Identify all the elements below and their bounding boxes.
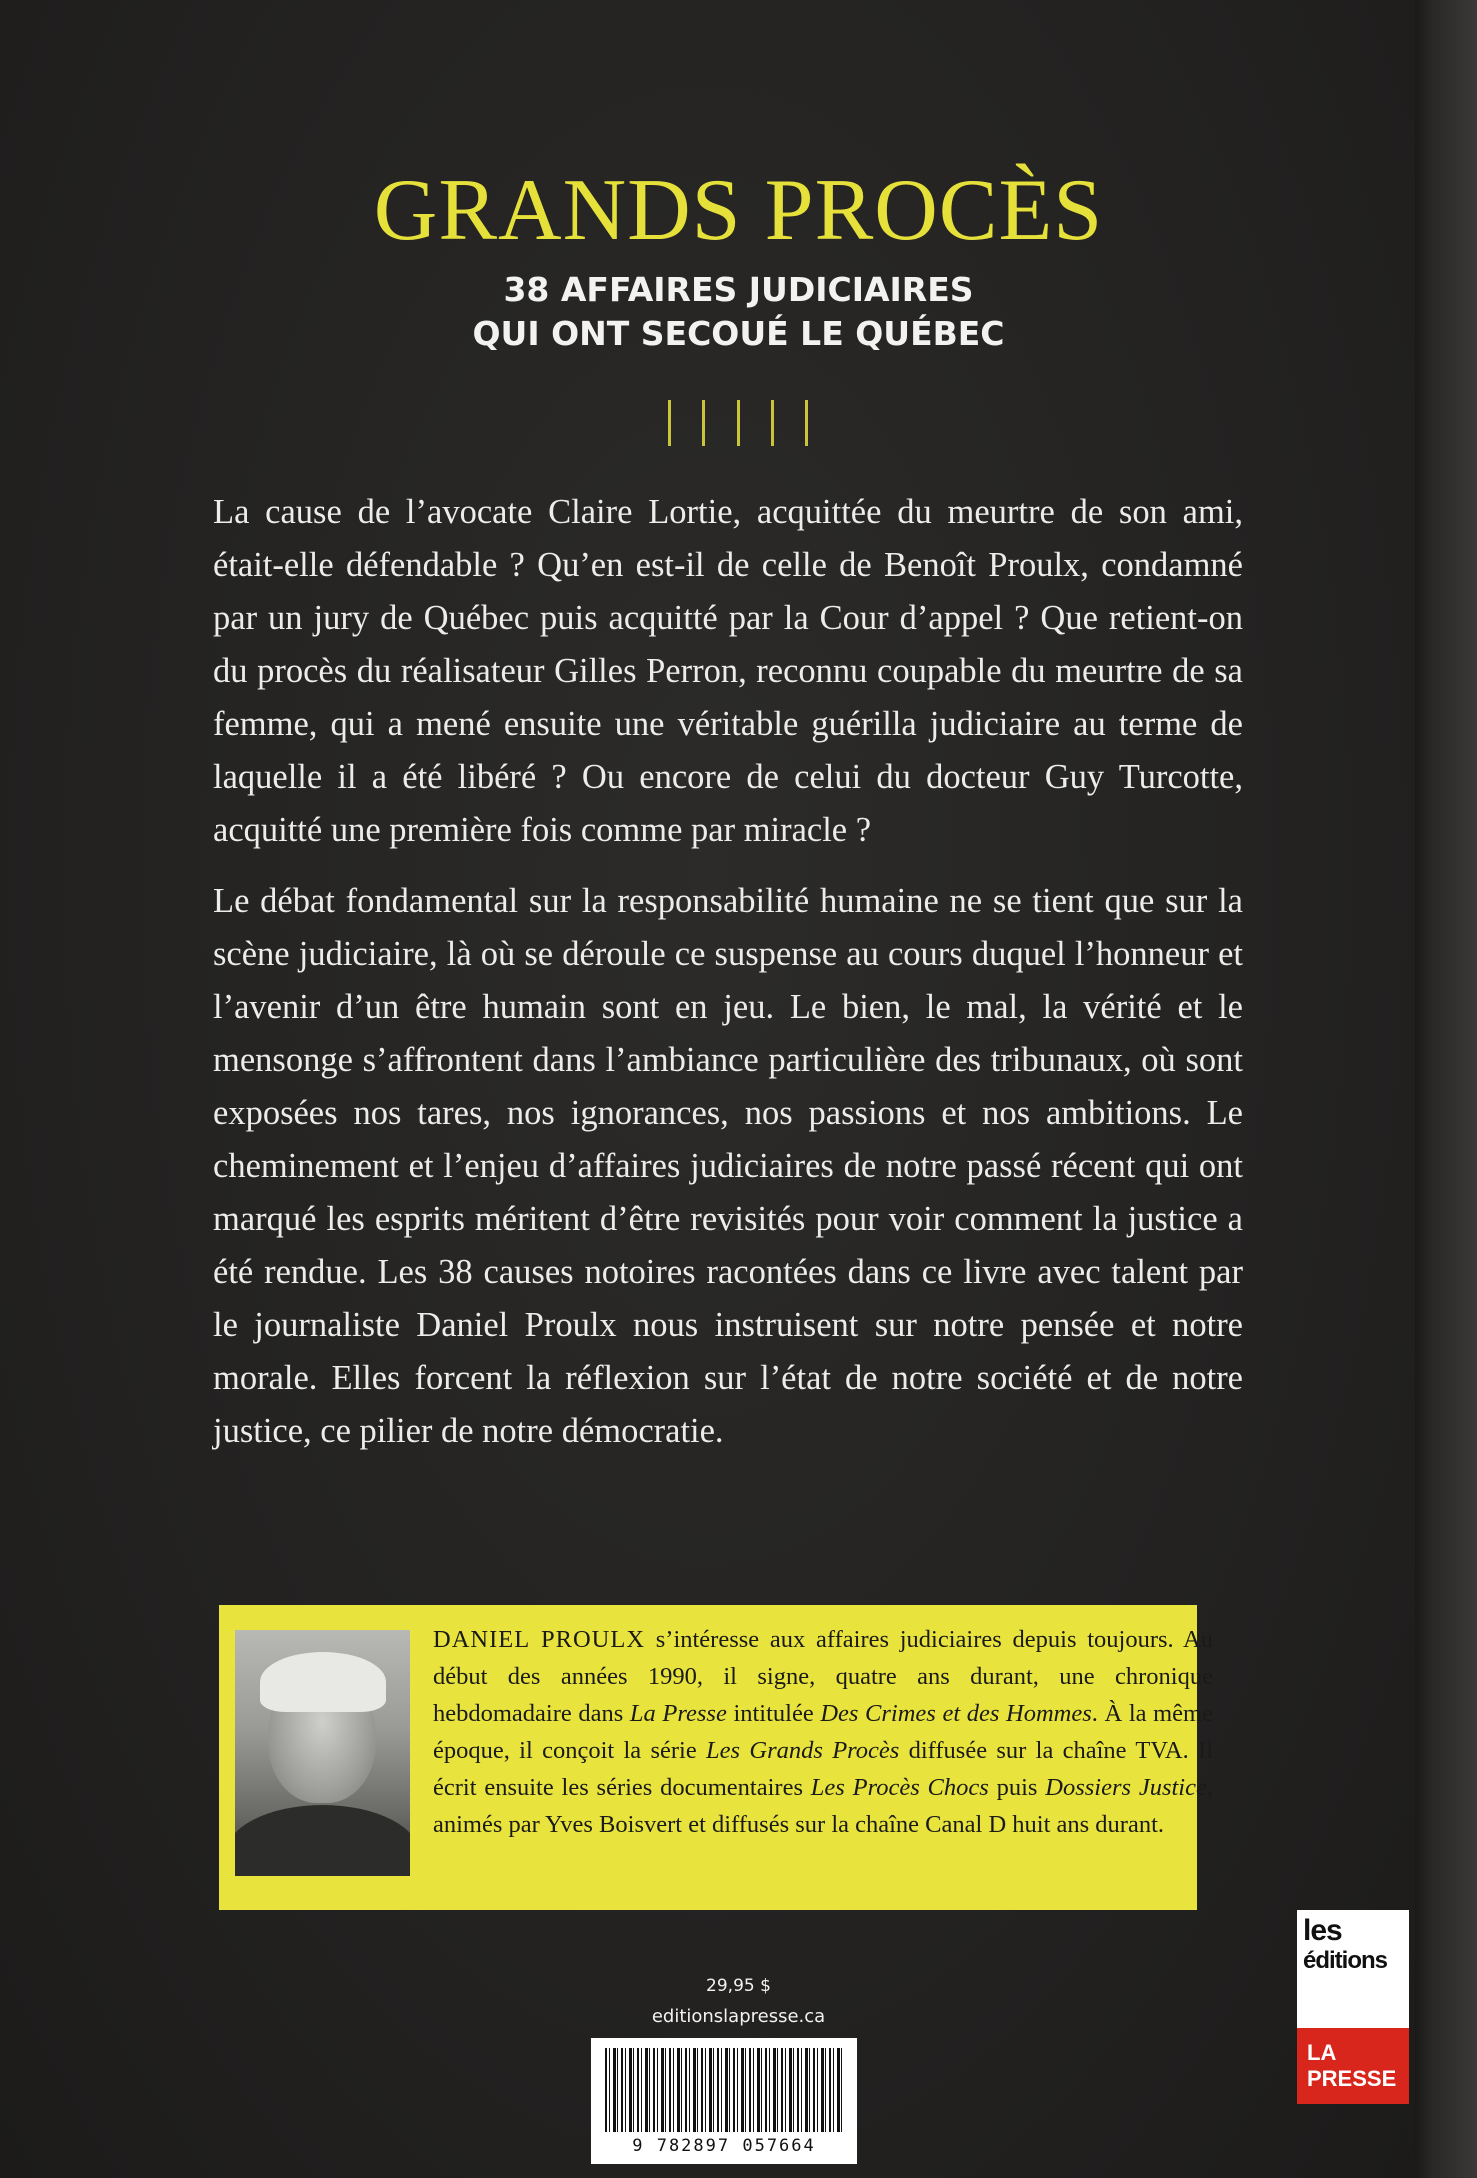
divider-bar — [771, 400, 774, 446]
blurb-paragraph-2: Le débat fondamental sur la responsabilité humaine ne se tient que sur la scène judiciaire, là où se déroule ce suspense au cours duquel l’honneur et l’avenir d’un être humain sont en jeu. Le bien, le mal, la vérité et le mensonge s’affrontent dans l’ambiance particulière des tribunaux, où sont exposées nos tares, nos ignorances, nos passions et nos ambitions. Le cheminement et l’enjeu d’affaires judiciaires de notre passé récent qui ont marqué les esprits méritent d’être revisités pour voir comment la justice a été rendue. Les 38 causes notoires racontées dans ce livre avec talent par le journaliste Daniel Proulx nous instruisent sur notre pensée et notre morale. Elles forcent la réflexion sur l’état de notre société et de notre justice, ce pilier de notre démocratie. — [213, 882, 1243, 1450]
logo-editions: éditions — [1303, 1947, 1388, 1974]
divider-bar — [805, 400, 808, 446]
barcode — [591, 2038, 857, 2164]
photo-shoulders — [235, 1805, 410, 1876]
divider-bar — [737, 400, 740, 446]
bio-text-3: . À la même époque, il conçoit la série — [433, 1700, 1213, 1764]
logo-les: les — [1303, 1914, 1342, 1947]
divider-bar — [668, 400, 671, 446]
author-photo — [235, 1630, 410, 1876]
price: 29,95 $ — [706, 1976, 771, 1996]
isbn-number: 9 782897 057664 — [632, 2136, 816, 2156]
decorative-bars — [668, 400, 808, 446]
author-bio — [433, 1621, 1213, 1843]
publisher-website: editionslapresse.ca — [651, 2006, 826, 2027]
barcode-bars — [605, 2048, 843, 2132]
publisher-logo — [1297, 1910, 1409, 2104]
publisher-logo-top — [1303, 1916, 1403, 1976]
photo-hair — [260, 1652, 386, 1712]
bio-text-5: puis — [988, 1774, 1046, 1801]
logo-la: LA — [1307, 2040, 1337, 2065]
bio-italic-3: Les Grands Procès — [706, 1737, 900, 1764]
publisher-logo-red — [1297, 2028, 1409, 2104]
author-name: DANIEL PROULX — [433, 1626, 646, 1653]
book-title: GRANDS PROCÈS — [373, 162, 1104, 259]
logo-presse: PRESSE — [1307, 2066, 1397, 2091]
bio-italic-5: Dossiers Justice — [1045, 1774, 1207, 1801]
book-subtitle — [0, 268, 1477, 356]
subtitle-line-1: 38 AFFAIRES JUDICIAIRES — [503, 270, 974, 309]
subtitle-line-2: QUI ONT SECOUÉ LE QUÉBEC — [472, 314, 1005, 353]
blurb — [213, 486, 1243, 1476]
divider-bar — [702, 400, 705, 446]
bio-text-6: , animés par Yves Boisvert et diffusés sur la chaîne Canal D huit ans durant. — [433, 1774, 1213, 1838]
blurb-paragraph-1: La cause de l’avocate Claire Lortie, acquittée du meurtre de son ami, était-elle défendable ? Qu’en est-il de celle de Benoît Proulx, condamné par un jury de Québec puis acquitté par la Cour d’appel ? Que retient-on du procès du réalisateur Gilles Perron, reconnu coupable du meurtre de sa femme, qui a mené ensuite une véritable guérilla judiciaire au terme de laquelle il a été libéré ? Ou encore de celui du docteur Guy Turcotte, acquitté une première fois comme par miracle ? — [213, 493, 1243, 849]
bio-italic-1: La Presse — [629, 1700, 727, 1727]
bio-italic-2: Des Crimes et des Hommes — [820, 1700, 1092, 1727]
bio-text-2: intitulée — [726, 1700, 821, 1727]
bio-text-4: diffusée sur la chaîne TVA. Il écrit ensuite les séries documentaires — [433, 1737, 1213, 1801]
bio-text-1: s’intéresse aux affaires judiciaires depuis toujours. Au début des années 1990, il signe, quatre ans durant, une chronique hebdomadaire dans — [433, 1626, 1213, 1727]
bio-italic-4: Les Procès Chocs — [810, 1774, 989, 1801]
